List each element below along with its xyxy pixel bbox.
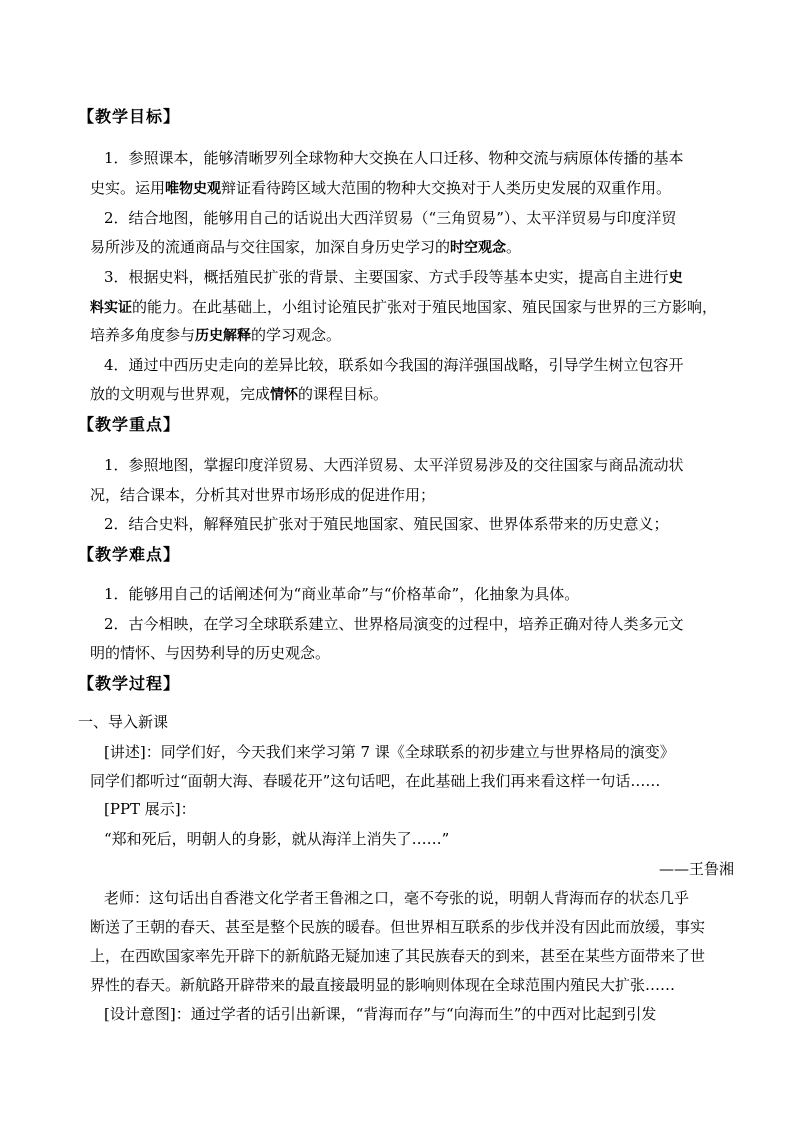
- process-line-10: [设计意图]：通过学者的话引出新课，“背海而存”与“向海而生”的中西对比起到引发: [104, 1005, 657, 1023]
- difficulty-2-line-1: 2．古今相映，在学习全球联系建立、世界格局演变的过程中，培养正确对待人类多元文: [104, 615, 684, 633]
- goal-2-line-1: 2．结合地图，能够用自己的话说出大西洋贸易（“三角贸易”）、太平洋贸易与印度洋贸: [104, 209, 677, 227]
- focus-2-line-1: 2．结合史料，解释殖民扩张对于殖民地国家、殖民国家、世界体系带来的历史意义；: [104, 515, 669, 533]
- focus-1-line-1: 1．参照地图，掌握印度洋贸易、大西洋贸易、太平洋贸易涉及的交往国家与商品流动状: [104, 456, 684, 474]
- keyword-spatiotemporal: 时空观念: [450, 240, 507, 256]
- goal-3-line-2: 料实证的能力。在此基础上，小组讨论殖民扩张对于殖民地国家、殖民国家与世界的三方影响，: [90, 298, 718, 316]
- focus-1-line-2: 况，结合课本，分析其对世界市场形成的促进作用；: [90, 486, 436, 504]
- goal-4-line-2: 放的文明观与世界观，完成情怀的课程目标。: [90, 385, 389, 403]
- keyword-materialism: 唯物史观: [165, 181, 222, 197]
- process-line-9: 界性的春天。新航路开辟带来的最直接最明显的影响则体现在全球范围内殖民大扩张……: [90, 976, 676, 994]
- keyword-historical-evidence-a: 史: [668, 270, 683, 286]
- heading-teaching-focus: 【教学重点】: [78, 415, 181, 434]
- goal-1-line-1: 1．参照课本，能够清晰罗列全球物种大交换在人口迁移、物种交流与病原体传播的基本: [104, 149, 684, 167]
- difficulty-2-line-2: 明的情怀、与因势利导的历史观念。: [90, 644, 331, 662]
- process-line-7: 断送了王朝的春天、甚至是整个民族的暖春。但世界相互联系的步伐并没有因此而放缓，事实: [90, 918, 706, 936]
- heading-teaching-process: 【教学过程】: [78, 674, 181, 693]
- process-line-3: [PPT 展示]：: [104, 800, 196, 818]
- process-line-2: 同学们都听过“面朝大海、春暖花开”这句话吧，在此基础上我们再来看这样一句话……: [90, 772, 661, 790]
- heading-teaching-goals: 【教学目标】: [78, 107, 181, 126]
- goal-4-line-1: 4．通过中西历史走向的差异比较，联系如今我国的海洋强国战略，引导学生树立包容开: [104, 356, 684, 374]
- goal-1-line-2: 史实。运用唯物史观辩证看待跨区域大范围的物种大交换对于人类历史发展的双重作用。: [90, 179, 672, 197]
- process-line-8: 上，在西欧国家率先开辟下的新航路无疑加速了其民族春天的到来，甚至在某些方面带来了世: [90, 947, 706, 965]
- process-line-1: [讲述]：同学们好，今天我们来学习第 7 课《全球联系的初步建立与世界格局的演变》: [104, 743, 675, 761]
- goal-3-line-3: 培养多角度参与历史解释的学习观念。: [90, 326, 342, 344]
- keyword-historical-interpretation: 历史解释: [195, 328, 252, 344]
- difficulty-1-line-1: 1．能够用自己的话阐述何为“商业革命”与“价格革命”，化抽象为具体。: [104, 585, 580, 603]
- process-line-6: 老师：这句话出自香港文化学者王鲁湘之口，毫不夸张的说，明朝人背海而存的状态几乎: [104, 889, 690, 907]
- process-quote-author: ——王鲁湘: [658, 860, 734, 878]
- goal-3-line-1: 3．根据史料，概括殖民扩张的背景、主要国家、方式手段等基本史实，提高自主进行史: [104, 268, 683, 286]
- goal-2-line-2: 易所涉及的流通商品与交往国家，加深自身历史学习的时空观念。: [90, 238, 522, 256]
- keyword-sentiment: 情怀: [270, 387, 299, 403]
- heading-teaching-difficulty: 【教学难点】: [78, 545, 181, 564]
- process-subheading-intro: 一、导入新课: [78, 713, 169, 731]
- process-quote: “郑和死后，明朝人的身影，就从海洋上消失了……”: [104, 830, 450, 848]
- keyword-historical-evidence-b: 料实证: [90, 300, 132, 316]
